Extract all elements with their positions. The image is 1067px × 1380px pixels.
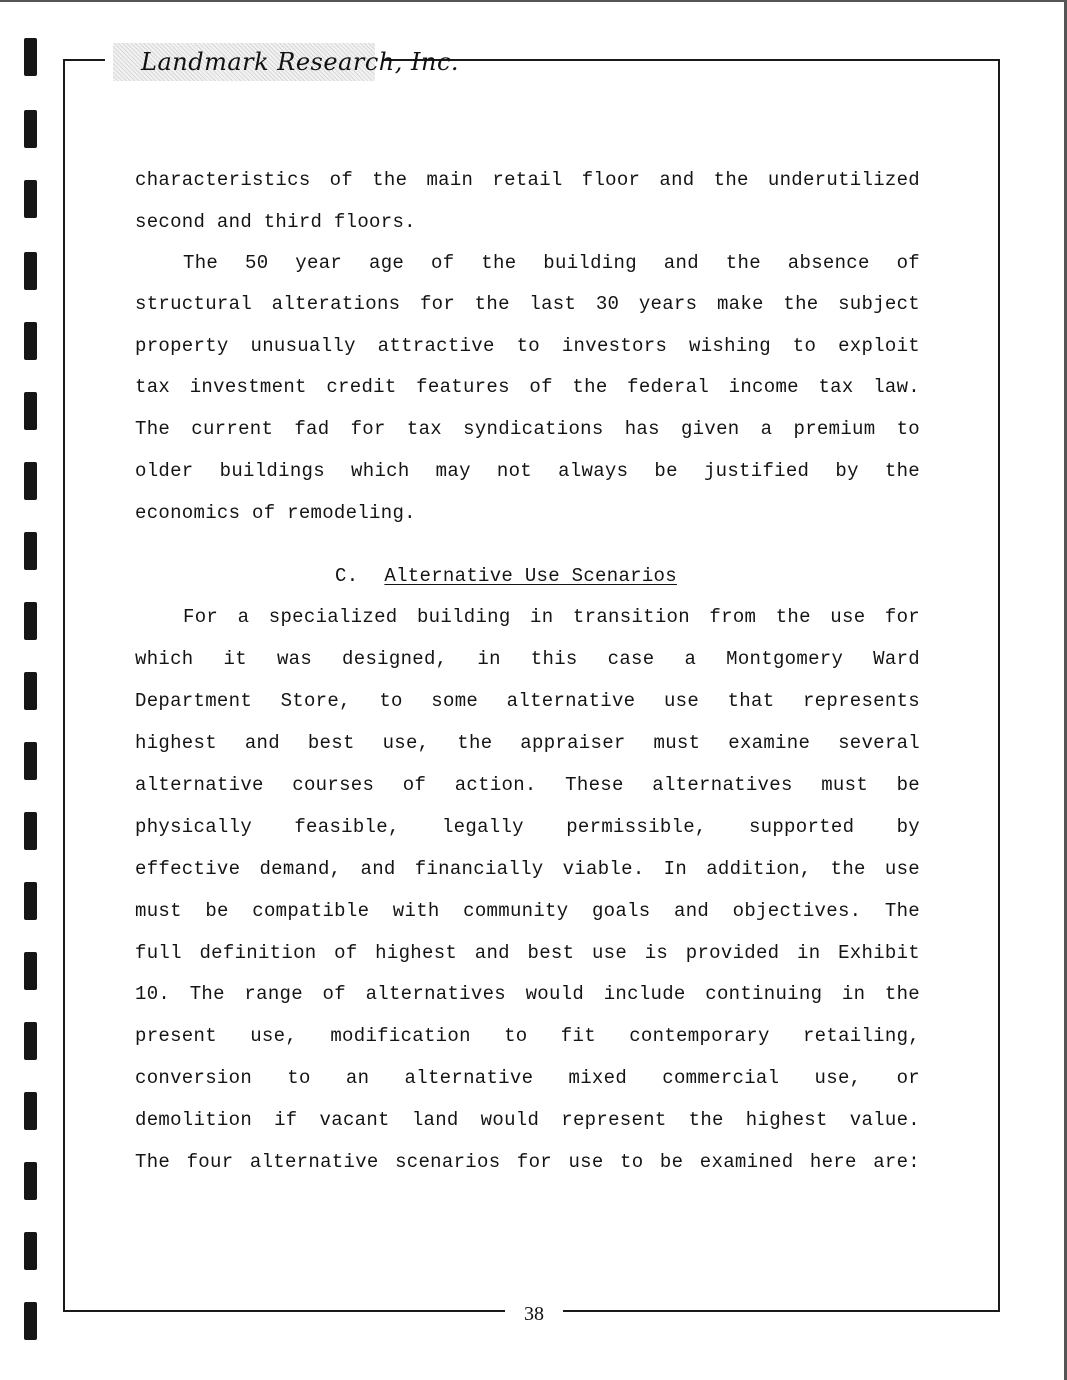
text-line: Department Store, to some alternative use that represents (135, 690, 920, 712)
section-heading (335, 562, 677, 590)
page-number: 38 (524, 1303, 544, 1325)
punch-hole (24, 392, 37, 430)
text-line: property unusually attractive to investors wishing to exploit (135, 335, 920, 357)
text-line: alternative courses of action. These alternatives must be (135, 774, 920, 796)
section-letter: C. (335, 565, 359, 587)
text-line: effective demand, and financially viable. In addition, the use (135, 858, 920, 880)
text-line: tax investment credit features of the federal income tax law. (135, 376, 920, 398)
text-line: full definition of highest and best use is provided in Exhibit (135, 942, 920, 964)
punch-hole (24, 1092, 37, 1130)
punch-hole (24, 252, 37, 290)
punch-hole (24, 38, 37, 76)
punch-hole (24, 1022, 37, 1060)
punch-hole (24, 110, 37, 148)
punch-hole (24, 672, 37, 710)
punch-hole (24, 180, 37, 218)
text-line: The 50 year age of the building and the absence of (183, 252, 920, 274)
scan-edge-top (0, 0, 1067, 2)
punch-hole (24, 532, 37, 570)
text-line: The current fad for tax syndications has given a premium to (135, 418, 920, 440)
text-line: conversion to an alternative mixed commercial use, or (135, 1067, 920, 1089)
punch-hole (24, 1232, 37, 1270)
punch-hole (24, 1302, 37, 1340)
binder-punch-marks (0, 0, 50, 1380)
text-line: economics of remodeling. (135, 502, 416, 524)
company-logo: Landmark Research, Inc. (113, 43, 375, 81)
text-line: which it was designed, in this case a Montgomery Ward (135, 648, 920, 670)
punch-hole (24, 462, 37, 500)
punch-hole (24, 812, 37, 850)
text-line: present use, modification to fit contemporary retailing, (135, 1025, 920, 1047)
text-line: older buildings which may not always be justified by the (135, 460, 920, 482)
text-line: physically feasible, legally permissible, supported by (135, 816, 920, 838)
text-line: 10. The range of alternatives would include continuing in the (135, 983, 920, 1005)
text-line: must be compatible with community goals and objectives. The (135, 900, 920, 922)
text-line: demolition if vacant land would represent the highest value. (135, 1109, 920, 1131)
punch-hole (24, 602, 37, 640)
text-line: highest and best use, the appraiser must examine several (135, 732, 920, 754)
text-line: second and third floors. (135, 211, 416, 233)
text-line: characteristics of the main retail floor and the underutilized (135, 169, 920, 191)
punch-hole (24, 952, 37, 990)
punch-hole (24, 322, 37, 360)
text-line: For a specialized building in transition from the use for (183, 606, 920, 628)
punch-hole (24, 1162, 37, 1200)
text-line: structural alterations for the last 30 years make the subject (135, 293, 920, 315)
punch-hole (24, 742, 37, 780)
text-line: The four alternative scenarios for use to be examined here are: (135, 1151, 920, 1173)
section-title: Alternative Use Scenarios (384, 565, 677, 587)
punch-hole (24, 882, 37, 920)
